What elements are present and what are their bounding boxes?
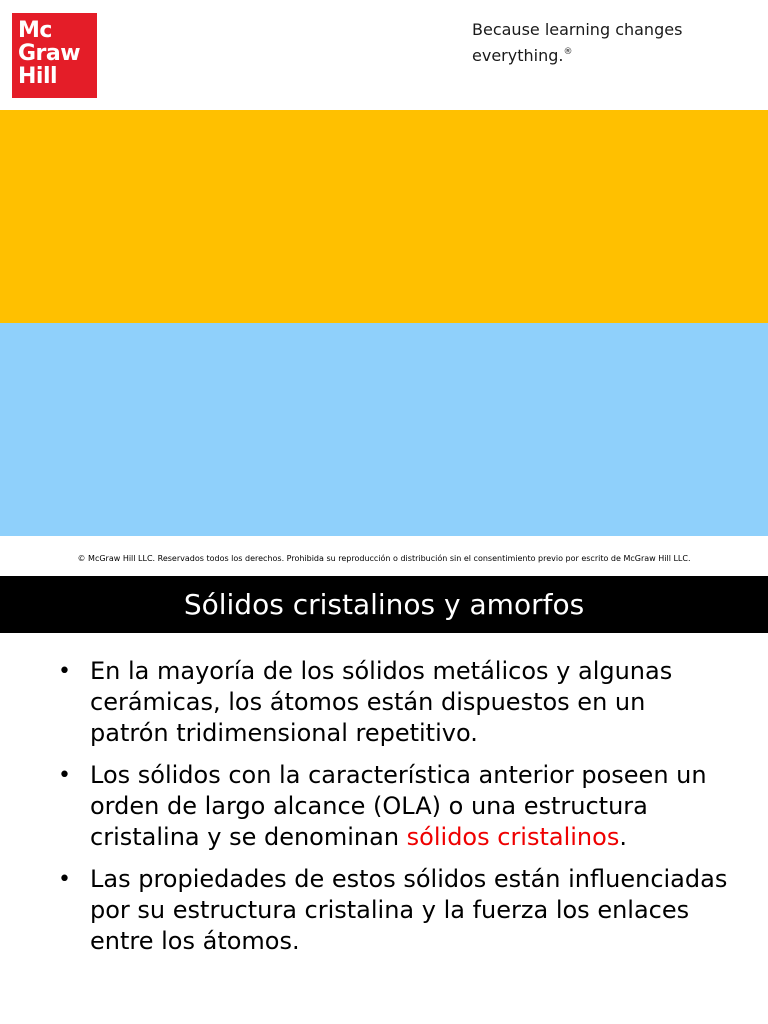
bullet-list (0, 656, 768, 968)
bullet-dot: • (58, 659, 71, 684)
highlight-term: sólidos cristalinos (406, 823, 620, 851)
bullet-text: En la mayoría de los sólidos metálicos y algunas cerámicas, los átomos están dispuestos en un patrón tridimensional repetitivo. (90, 657, 673, 747)
copyright-notice: © McGraw Hill LLC. Reservados todos los derechos. Prohibida su reproducción o distribución sin el consentimiento previo por escrito de McGraw Hill LLC. (77, 554, 691, 563)
bullet-dot: • (58, 867, 71, 892)
bullet-item (0, 656, 768, 749)
yellow-band (0, 110, 768, 323)
bullet-text: Las propiedades de estos sólidos están influenciadas por su estructura cristalina y la fuerza los enlaces entre los átomos. (90, 865, 728, 955)
tagline (472, 18, 752, 67)
bullet-item (0, 760, 768, 853)
blue-band (0, 323, 768, 536)
slide-title: Sólidos cristalinos y amorfos (0, 576, 768, 633)
registered-mark: ® (563, 47, 573, 57)
tagline-text: Because learning changes everything. (472, 20, 683, 65)
logo-line-1: Mc (18, 18, 52, 43)
bullet-item (0, 864, 768, 957)
bullet-text-start: Los sólidos con la característica anterior poseen un orden de largo alcance (OLA) o una estructura cristalina y se denominan (90, 761, 707, 851)
header (0, 0, 768, 110)
logo-line-2: Graw (18, 41, 81, 66)
mcgraw-hill-logo (12, 13, 97, 98)
logo-line-3: Hill (18, 64, 58, 89)
bullet-text (90, 761, 707, 851)
bullet-dot: • (58, 763, 71, 788)
bullet-text-end: . (619, 823, 627, 851)
